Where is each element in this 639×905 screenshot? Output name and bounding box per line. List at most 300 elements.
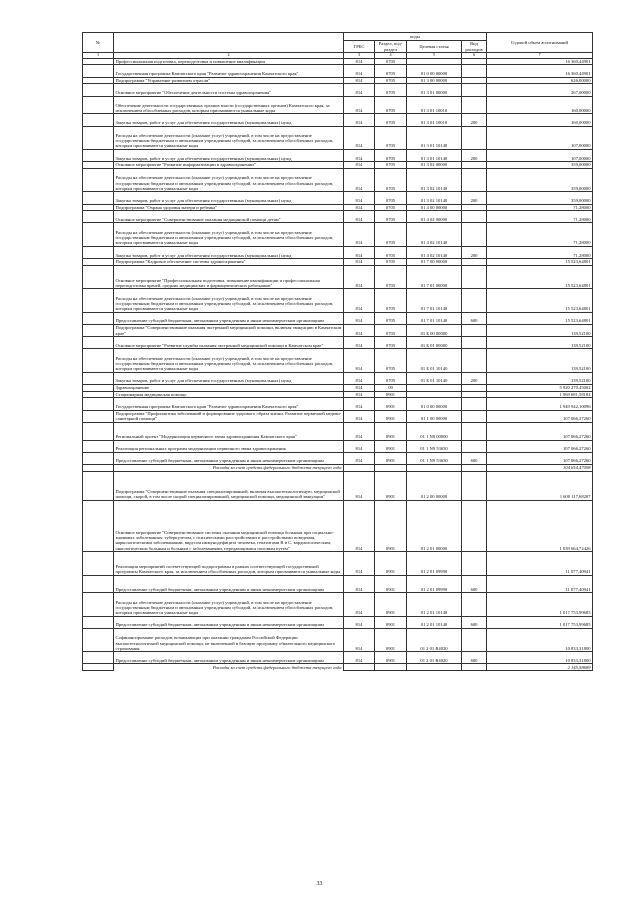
row-grbs-cell: 814 — [344, 384, 375, 391]
table-row — [83, 289, 593, 312]
row-name-cell: Расходы за счет средств федерального бюджета текущего года — [212, 465, 342, 471]
row-section-cell: 09 — [375, 384, 407, 391]
row-name-cell: Закупка товаров, работ и услуг для обеспечения государственных (муниципальных) нужд — [114, 149, 344, 161]
row-type-cell: 200 — [462, 246, 487, 258]
row-grbs-cell: 814 — [344, 223, 375, 246]
row-amount-cell: 107,00000 — [487, 126, 593, 149]
row-grbs-cell: 814 — [344, 126, 375, 149]
row-name-cell: Подпрограмма "Охрана здоровья матери и ребенка" — [114, 204, 344, 211]
row-type-cell — [462, 398, 487, 410]
table-row — [83, 471, 593, 500]
row-number-cell — [83, 410, 114, 422]
row-type-cell — [462, 391, 487, 398]
row-name-cell: Обеспечение деятельности государственных органов власти (государственных органов) Камчатского края, за исключением обособленных расходов, которым присваиваются уникальные коды — [114, 96, 344, 114]
row-number-cell — [83, 126, 114, 149]
row-target-cell: 01 4 02 10140 — [407, 223, 462, 246]
row-type-cell — [462, 259, 487, 266]
row-target-cell: 01 1 N9 00000 — [407, 422, 462, 440]
row-name-cell: Предоставление субсидий бюджетным, автономным учреждениям и иным некоммерческим организациям — [114, 616, 344, 628]
row-type-cell — [462, 162, 487, 169]
column-number: 4 — [375, 53, 407, 59]
row-type-cell — [462, 65, 487, 77]
row-type-cell — [462, 58, 487, 65]
row-number-cell — [83, 265, 114, 288]
table-row — [83, 422, 593, 440]
row-name-cell: Стационарная медицинская помощь — [114, 391, 344, 398]
row-number-cell — [83, 398, 114, 410]
header-grbs: ГРБС — [344, 41, 375, 53]
row-number-cell — [83, 652, 114, 664]
row-grbs-cell: 814 — [344, 289, 375, 312]
row-number-cell — [83, 471, 114, 500]
row-amount-cell: 15 523,64801 — [487, 289, 593, 312]
row-section-cell: 0705 — [375, 289, 407, 312]
row-amount-cell: 2 145,58689 — [487, 664, 593, 671]
table-row — [83, 96, 593, 114]
row-section-cell: 0705 — [375, 84, 407, 96]
row-grbs-cell: 814 — [344, 77, 375, 84]
table-row — [83, 114, 593, 126]
row-type-cell — [462, 337, 487, 349]
row-name-cell: Реализация мероприятий соответствующей подпрограммы в рамках соответствующей государственной программы Камчатского края, за исключением обособленных расходов, которым присваиваются уникальные коды — [114, 552, 344, 575]
row-amount-cell: 1 017 753,99685 — [487, 593, 593, 616]
row-type-cell — [462, 211, 487, 223]
row-type-cell — [462, 410, 487, 422]
row-grbs-cell: 814 — [344, 552, 375, 575]
row-target-cell — [407, 58, 462, 65]
row-type-cell — [462, 664, 487, 671]
row-type-cell — [462, 471, 487, 500]
row-grbs-cell: 814 — [344, 652, 375, 664]
row-name-cell: Подпрограмма "Совершенствование оказания специализированной, включая высокотехнологичную, медицинской помощи, скорой, в том числе скорой специализированной, медицинской помощи, медицинской эвакуации" — [114, 471, 344, 500]
table-row — [83, 440, 593, 452]
header-no: № — [83, 33, 114, 53]
row-amount-cell: 5 920 270,45002 — [487, 384, 593, 391]
row-type-cell: 600 — [462, 312, 487, 324]
row-name-cell: Расходы на обеспечение деятельности (оказание услуг) учреждений, в том числе на предоставление государственным бюджетным и автономным учреждениям субсидий, за исключением обособленных расходов, которым присваиваются уникальные коды — [114, 223, 344, 246]
row-type-cell — [462, 126, 487, 149]
page-number: 33 — [316, 881, 323, 887]
row-amount-cell: 71,28000 — [487, 204, 593, 211]
row-target-cell: 01 3 02 00000 — [407, 162, 462, 169]
row-target-cell: 01 3 01 10140 — [407, 126, 462, 149]
row-name-cell: Основное мероприятие "Профессиональная подготовка, повышение квалификации и профессиональная переподготовка врачей, средних медицинских и фармацевтических работников" — [114, 265, 344, 288]
row-number-cell — [83, 84, 114, 96]
table-body — [83, 58, 593, 671]
row-number-cell — [83, 593, 114, 616]
row-target-cell: 01 3 01 10010 — [407, 114, 462, 126]
row-target-cell: 01 3 00 00000 — [407, 77, 462, 84]
row-grbs-cell — [344, 464, 375, 471]
row-number-cell — [83, 289, 114, 312]
row-grbs-cell: 814 — [344, 211, 375, 223]
table-row — [83, 204, 593, 211]
row-name-cell: Основное мероприятие "Совершенствование системы оказания медицинской помощи больным при социально-значимых заболеваниях: туберкулезом, с психическими расстройствами и расстройствами поведения, наркологическими заболеваниями, вирусом иммунодефицита человека, гепатитами В и С, кардиологическим, онкологическим больным и больным с заболеваниями, передающимися половым путем" — [114, 500, 344, 551]
row-amount-cell: 1 600 117,68207 — [487, 471, 593, 500]
row-target-cell: 01 2 01 R4020 — [407, 652, 462, 664]
header-target: Целевая статья — [407, 41, 462, 53]
row-grbs-cell: 814 — [344, 246, 375, 258]
row-section-cell: 0705 — [375, 58, 407, 65]
row-grbs-cell: 814 — [344, 84, 375, 96]
column-number: 6 — [462, 53, 487, 59]
row-amount-cell: 107 066,27260 — [487, 410, 593, 422]
row-target-cell: 01 3 02 10140 — [407, 168, 462, 191]
row-grbs-cell: 814 — [344, 168, 375, 191]
row-number-cell — [83, 114, 114, 126]
row-name-cell: Основное мероприятие "Развитие информатизации в здравоохранении" — [114, 162, 344, 169]
row-target-cell: 01 2 01 09990 — [407, 552, 462, 575]
header-expense-type: Вид расходов — [462, 41, 487, 53]
row-grbs-cell: 814 — [344, 324, 375, 336]
row-type-cell — [462, 464, 487, 471]
row-amount-cell: 107 066,27260 — [487, 452, 593, 464]
row-section-cell: 0705 — [375, 211, 407, 223]
row-number-cell — [83, 211, 114, 223]
row-name-cell: Подпрограмма "Управление развитием отрасли" — [114, 77, 344, 84]
row-amount-cell: 15 523,64801 — [487, 259, 593, 266]
row-target-cell: 01 2 01 R4020 — [407, 628, 462, 651]
row-number-cell — [83, 162, 114, 169]
row-target-cell — [407, 664, 462, 671]
row-name-cell: Расходы на обеспечение деятельности (оказание услуг) учреждений, в том числе на предоставление государственным бюджетным и автономным учреждениям субсидий, за исключением обособленных расходов, которым присваиваются уникальные коды — [114, 168, 344, 191]
row-amount-cell: 11 077,40941 — [487, 575, 593, 593]
table-row — [83, 126, 593, 149]
row-amount-cell: 359,00000 — [487, 192, 593, 204]
table-row — [83, 84, 593, 96]
row-name-cell: Государственная программа Камчатского края "Развитие здравоохранения Камчатского края" — [114, 398, 344, 410]
row-name-cell: Основное мероприятие "Развитие службы оказания экстренной медицинской помощи в Камчатском крае" — [114, 337, 344, 349]
row-number-cell — [83, 452, 114, 464]
row-grbs-cell: 814 — [344, 337, 375, 349]
row-section-cell: 0705 — [375, 149, 407, 161]
row-target-cell: 01 2 01 10140 — [407, 616, 462, 628]
header-name-empty — [114, 33, 344, 53]
row-amount-cell: 10 833,31800 — [487, 628, 593, 651]
row-type-cell: 200 — [462, 372, 487, 384]
table-row — [83, 349, 593, 372]
row-grbs-cell: 814 — [344, 471, 375, 500]
row-grbs-cell: 814 — [344, 422, 375, 440]
row-number-cell — [83, 575, 114, 593]
row-section-cell: 0705 — [375, 168, 407, 191]
row-grbs-cell: 814 — [344, 593, 375, 616]
table-row — [83, 312, 593, 324]
row-name-cell: Закупка товаров, работ и услуг для обеспечения государственных (муниципальных) нужд — [114, 372, 344, 384]
column-number: 7 — [487, 53, 593, 59]
row-section-cell: 0705 — [375, 372, 407, 384]
row-name-cell: Софинансирование расходов, возникающих при оказании гражданам Российской Федерации высокотехнологичной медицинской помощи, не включенной в базовую программу обязательного медицинского страхования — [114, 628, 344, 651]
row-number-cell — [83, 58, 114, 65]
table-row — [83, 575, 593, 593]
column-number: 2 — [114, 53, 344, 59]
table-row — [83, 223, 593, 246]
row-number-cell — [83, 246, 114, 258]
row-type-cell: 600 — [462, 616, 487, 628]
table-row — [83, 265, 593, 288]
row-number-cell — [83, 464, 114, 471]
row-section-cell: 0705 — [375, 65, 407, 77]
row-type-cell — [462, 324, 487, 336]
row-number-cell — [83, 422, 114, 440]
row-section-cell: 0901 — [375, 616, 407, 628]
row-type-cell — [462, 204, 487, 211]
row-amount-cell: 15 523,64801 — [487, 312, 593, 324]
row-type-cell — [462, 500, 487, 551]
table-row — [83, 324, 593, 336]
row-section-cell: 0705 — [375, 204, 407, 211]
row-target-cell: 01 3 01 10010 — [407, 96, 462, 114]
row-name-cell: Закупка товаров, работ и услуг для обеспечения государственных (муниципальных) нужд — [114, 246, 344, 258]
row-amount-cell: 1 949 942,10096 — [487, 398, 593, 410]
table-row — [83, 500, 593, 551]
row-section-cell: 0705 — [375, 265, 407, 288]
row-number-cell — [83, 223, 114, 246]
row-name-cell: Предоставление субсидий бюджетным, автономным учреждениям и иным некоммерческим организациям — [114, 312, 344, 324]
row-target-cell: 01 0 00 00000 — [407, 398, 462, 410]
table-row — [83, 391, 593, 398]
row-type-cell — [462, 593, 487, 616]
row-name-cell: Здравоохранение — [114, 384, 344, 391]
row-section-cell: 0901 — [375, 575, 407, 593]
row-section-cell: 0901 — [375, 440, 407, 452]
row-target-cell: 01 Б 01 10140 — [407, 372, 462, 384]
table-row — [83, 593, 593, 616]
column-number: 1 — [83, 53, 114, 59]
column-number: 3 — [344, 53, 375, 59]
row-name-cell: Закупка товаров, работ и услуг для обеспечения государственных (муниципальных) нужд — [114, 192, 344, 204]
row-type-cell: 600 — [462, 652, 487, 664]
table-row — [83, 65, 593, 77]
row-name-cell: Предоставление субсидий бюджетным, автономным учреждениям и иным некоммерческим организациям — [114, 452, 344, 464]
row-section-cell — [375, 664, 407, 671]
table-row — [83, 162, 593, 169]
row-amount-cell: 15 523,64801 — [487, 265, 593, 288]
row-number-cell — [83, 96, 114, 114]
row-amount-cell: 11 077,40941 — [487, 552, 593, 575]
row-number-cell — [83, 65, 114, 77]
row-number-cell — [83, 204, 114, 211]
row-grbs-cell: 814 — [344, 452, 375, 464]
row-name-cell: Закупка товаров, работ и услуг для обеспечения государственных (муниципальных) нужд — [114, 114, 344, 126]
row-number-cell — [83, 324, 114, 336]
row-grbs-cell: 814 — [344, 204, 375, 211]
table-row — [83, 664, 593, 671]
row-grbs-cell: 814 — [344, 192, 375, 204]
table-row — [83, 58, 593, 65]
row-target-cell: 01 3 01 00000 — [407, 84, 462, 96]
row-section-cell: 0705 — [375, 223, 407, 246]
row-name-cell: Предоставление субсидий бюджетным, автономным учреждениям и иным некоммерческим организациям — [114, 575, 344, 593]
row-name-cell: Государственная программа Камчатского края "Развитие здравоохранения Камчатского края" — [114, 65, 344, 77]
row-amount-cell: 104 654,47098 — [487, 464, 593, 471]
row-section-cell — [375, 464, 407, 471]
row-number-cell — [83, 664, 114, 671]
row-number-cell — [83, 192, 114, 204]
header-codes: коды — [344, 33, 487, 41]
row-target-cell: 01 2 00 00000 — [407, 471, 462, 500]
row-target-cell: 01 2 01 00000 — [407, 500, 462, 551]
row-grbs-cell: 814 — [344, 312, 375, 324]
table-row — [83, 384, 593, 391]
row-section-cell: 0901 — [375, 552, 407, 575]
row-type-cell — [462, 96, 487, 114]
table-row — [83, 464, 593, 471]
row-amount-cell: 139,52100 — [487, 324, 593, 336]
row-grbs-cell: 814 — [344, 265, 375, 288]
row-name-cell: Предоставление субсидий бюджетным, автономным учреждениям и иным некоммерческим организациям — [114, 652, 344, 664]
row-amount-cell: 359,00000 — [487, 168, 593, 191]
row-target-cell: 01 Б 01 10140 — [407, 349, 462, 372]
row-amount-cell: 107 066,27260 — [487, 440, 593, 452]
row-section-cell: 0705 — [375, 246, 407, 258]
table-row — [83, 149, 593, 161]
row-name-cell: Подпрограмма "Совершенствование оказания экстренной медицинской помощи, включая эвакуацию в Камчатском крае" — [114, 324, 344, 336]
row-number-cell — [83, 312, 114, 324]
row-number-cell — [83, 149, 114, 161]
row-target-cell: 01 7 01 00000 — [407, 265, 462, 288]
row-target-cell: 01 1 N9 53650 — [407, 440, 462, 452]
row-amount-cell: 71,28000 — [487, 223, 593, 246]
table-row — [83, 628, 593, 651]
row-type-cell: 200 — [462, 114, 487, 126]
row-name-cell: Реализация региональных программ модернизации первичного звена здравоохранения — [114, 440, 344, 452]
row-name-cell: Основное мероприятие "Обеспечение деятельности системы здравоохранения" — [114, 84, 344, 96]
row-type-cell — [462, 77, 487, 84]
row-target-cell: 01 1 00 00000 — [407, 410, 462, 422]
row-type-cell — [462, 349, 487, 372]
row-name-cell: Расходы на обеспечение деятельности (оказание услуг) учреждений, в том числе на предоставление государственным бюджетным и автономным учреждениям субсидий, за исключением обособленных расходов, которым присваиваются уникальные коды — [114, 349, 344, 372]
row-number-cell — [83, 372, 114, 384]
row-target-cell: 01 4 02 10140 — [407, 246, 462, 258]
row-amount-cell: 107 066,27260 — [487, 422, 593, 440]
row-amount-cell: 71,28000 — [487, 211, 593, 223]
row-target-cell: 01 4 00 00000 — [407, 204, 462, 211]
row-section-cell: 0901 — [375, 593, 407, 616]
row-section-cell: 0705 — [375, 162, 407, 169]
row-grbs-cell: 814 — [344, 391, 375, 398]
row-target-cell: 01 4 02 00000 — [407, 211, 462, 223]
row-section-cell: 0705 — [375, 114, 407, 126]
row-amount-cell: 16 360,44901 — [487, 65, 593, 77]
row-target-cell: 01 3 01 10140 — [407, 149, 462, 161]
row-section-cell: 0705 — [375, 77, 407, 84]
row-grbs-cell: 814 — [344, 65, 375, 77]
row-name-cell: Региональный проект "Модернизация первичного звена здравоохранения Камчатского края" — [114, 422, 344, 440]
table-row — [83, 398, 593, 410]
budget-table — [82, 32, 593, 671]
row-number-cell — [83, 552, 114, 575]
row-number-cell — [83, 337, 114, 349]
row-target-cell: 01 2 01 10140 — [407, 593, 462, 616]
table-row — [83, 259, 593, 266]
row-number-cell — [83, 168, 114, 191]
row-number-cell — [83, 440, 114, 452]
table-row — [83, 211, 593, 223]
row-target-cell: 01 2 01 09990 — [407, 575, 462, 593]
table-row — [83, 337, 593, 349]
row-section-cell: 0901 — [375, 391, 407, 398]
row-target-cell: 01 7 01 10140 — [407, 289, 462, 312]
row-section-cell: 0901 — [375, 500, 407, 551]
row-target-cell — [407, 464, 462, 471]
row-section-cell: 0901 — [375, 652, 407, 664]
header-section: Раздел, под-раздел — [375, 41, 407, 53]
row-grbs-cell: 814 — [344, 398, 375, 410]
row-section-cell: 0705 — [375, 324, 407, 336]
row-section-cell: 0901 — [375, 628, 407, 651]
row-section-cell: 0705 — [375, 96, 407, 114]
row-amount-cell: 1 017 753,99685 — [487, 616, 593, 628]
row-grbs-cell: 814 — [344, 349, 375, 372]
row-amount-cell: 71,28000 — [487, 246, 593, 258]
table-row — [83, 652, 593, 664]
row-type-cell — [462, 440, 487, 452]
row-number-cell — [83, 259, 114, 266]
row-type-cell — [462, 384, 487, 391]
row-amount-cell: 626,00000 — [487, 77, 593, 84]
row-number-cell — [83, 391, 114, 398]
row-section-cell: 0901 — [375, 422, 407, 440]
row-name-cell: Расходы на обеспечение деятельности (оказание услуг) учреждений, в том числе на предоставление государственным бюджетным и автономным учреждениям субсидий, за исключением обособленных расходов, которым присваиваются уникальные коды — [114, 593, 344, 616]
row-section-cell: 0705 — [375, 259, 407, 266]
row-name-cell: Подпрограмма "Профилактика заболеваний и формирование здорового образа жизни. Развитие первичной медико-санитарной помощи" — [114, 410, 344, 422]
row-target-cell — [407, 384, 462, 391]
table-row — [83, 168, 593, 191]
row-amount-cell: 139,52100 — [487, 349, 593, 372]
row-grbs-cell: 814 — [344, 500, 375, 551]
row-section-cell: 0901 — [375, 471, 407, 500]
row-name-cell: Подпрограмма "Кадровое обеспечение системы здравоохранения" — [114, 259, 344, 266]
row-target-cell — [407, 391, 462, 398]
row-grbs-cell: 814 — [344, 162, 375, 169]
table-row — [83, 77, 593, 84]
row-type-cell — [462, 265, 487, 288]
row-target-cell: 01 1 N9 53650 — [407, 452, 462, 464]
budget-table-sheet — [82, 32, 592, 671]
row-amount-cell: 139,52100 — [487, 337, 593, 349]
row-number-cell — [83, 77, 114, 84]
table-row — [83, 616, 593, 628]
row-number-cell — [83, 500, 114, 551]
row-name-cell: Расходы на обеспечение деятельности (оказание услуг) учреждений, в том числе на предоставление государственным бюджетным и автономным учреждениям субсидий, за исключением обособленных расходов, которым присваиваются уникальные коды — [114, 126, 344, 149]
table-row — [83, 246, 593, 258]
row-amount-cell: 1 969 681,58184 — [487, 391, 593, 398]
table-row — [83, 410, 593, 422]
row-amount-cell: 16 360,44901 — [487, 58, 593, 65]
row-grbs-cell: 814 — [344, 575, 375, 593]
row-target-cell: 01 Б 00 00000 — [407, 324, 462, 336]
row-type-cell — [462, 223, 487, 246]
row-grbs-cell: 814 — [344, 616, 375, 628]
row-target-cell: 01 0 00 00000 — [407, 65, 462, 77]
row-grbs-cell: 814 — [344, 440, 375, 452]
table-row — [83, 192, 593, 204]
row-section-cell: 0705 — [375, 337, 407, 349]
row-section-cell: 0705 — [375, 349, 407, 372]
row-type-cell: 600 — [462, 575, 487, 593]
row-name-cell: Расходы за счет средств федерального бюджета текущего года — [212, 665, 342, 671]
row-grbs-cell: 814 — [344, 628, 375, 651]
row-section-cell: 0901 — [375, 398, 407, 410]
row-type-cell — [462, 289, 487, 312]
row-grbs-cell — [344, 664, 375, 671]
header-amount: Годовой объем ассигнований — [487, 33, 593, 53]
row-amount-cell: 359,00000 — [487, 162, 593, 169]
row-number-cell — [83, 616, 114, 628]
row-section-cell: 0901 — [375, 410, 407, 422]
row-grbs-cell: 814 — [344, 149, 375, 161]
